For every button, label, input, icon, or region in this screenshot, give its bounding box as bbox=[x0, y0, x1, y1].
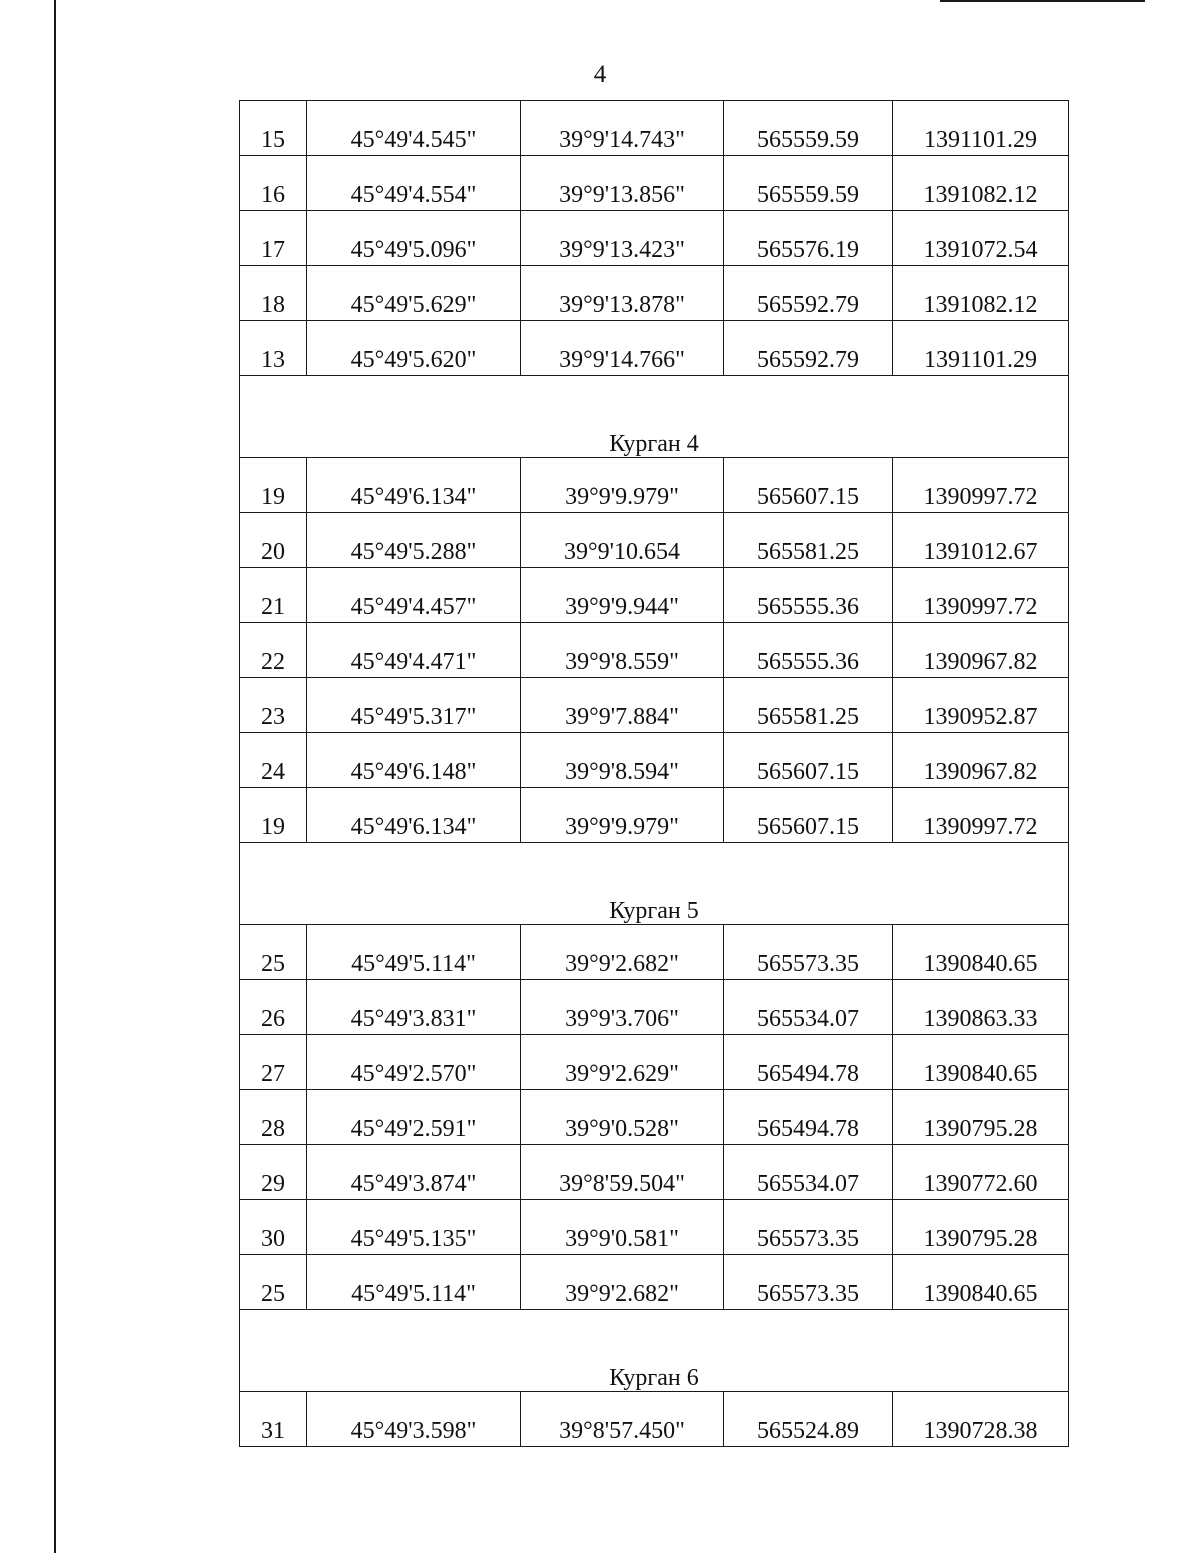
latitude-cell: 45°49'5.114" bbox=[307, 1255, 521, 1310]
latitude-cell: 45°49'4.554" bbox=[307, 156, 521, 211]
point-number-cell: 16 bbox=[240, 156, 307, 211]
point-number-cell: 30 bbox=[240, 1200, 307, 1255]
table-row bbox=[240, 568, 1069, 623]
table-row bbox=[240, 925, 1069, 980]
latitude-cell: 45°49'5.135" bbox=[307, 1200, 521, 1255]
x-coordinate-cell: 565524.89 bbox=[724, 1392, 893, 1447]
longitude-cell: 39°9'2.682" bbox=[521, 1255, 724, 1310]
y-coordinate-cell: 1391101.29 bbox=[893, 321, 1069, 376]
latitude-cell: 45°49'3.598" bbox=[307, 1392, 521, 1447]
x-coordinate-cell: 565573.35 bbox=[724, 925, 893, 980]
longitude-cell: 39°8'59.504" bbox=[521, 1145, 724, 1200]
x-coordinate-cell: 565573.35 bbox=[724, 1200, 893, 1255]
coordinates-table bbox=[239, 100, 1069, 1447]
y-coordinate-cell: 1391012.67 bbox=[893, 513, 1069, 568]
page-number: 4 bbox=[593, 61, 607, 88]
x-coordinate-cell: 565581.25 bbox=[724, 678, 893, 733]
table-row bbox=[240, 101, 1069, 156]
x-coordinate-cell: 565534.07 bbox=[724, 1145, 893, 1200]
longitude-cell: 39°9'7.884" bbox=[521, 678, 724, 733]
latitude-cell: 45°49'6.148" bbox=[307, 733, 521, 788]
latitude-cell: 45°49'4.471" bbox=[307, 623, 521, 678]
x-coordinate-cell: 565559.59 bbox=[724, 156, 893, 211]
x-coordinate-cell: 565592.79 bbox=[724, 321, 893, 376]
point-number-cell: 13 bbox=[240, 321, 307, 376]
section-header-row bbox=[240, 843, 1069, 925]
table-row bbox=[240, 623, 1069, 678]
y-coordinate-cell: 1391072.54 bbox=[893, 211, 1069, 266]
table-row bbox=[240, 1392, 1069, 1447]
table-row bbox=[240, 678, 1069, 733]
table-row bbox=[240, 1035, 1069, 1090]
x-coordinate-cell: 565581.25 bbox=[724, 513, 893, 568]
coordinates-table-body bbox=[240, 101, 1069, 1447]
x-coordinate-cell: 565573.35 bbox=[724, 1255, 893, 1310]
y-coordinate-cell: 1390840.65 bbox=[893, 925, 1069, 980]
point-number-cell: 19 bbox=[240, 788, 307, 843]
longitude-cell: 39°9'9.979" bbox=[521, 458, 724, 513]
latitude-cell: 45°49'5.288" bbox=[307, 513, 521, 568]
longitude-cell: 39°9'8.559" bbox=[521, 623, 724, 678]
point-number-cell: 23 bbox=[240, 678, 307, 733]
y-coordinate-cell: 1390997.72 bbox=[893, 458, 1069, 513]
table-row bbox=[240, 733, 1069, 788]
y-coordinate-cell: 1391101.29 bbox=[893, 101, 1069, 156]
section-title: Курган 4 bbox=[240, 376, 1069, 458]
latitude-cell: 45°49'3.831" bbox=[307, 980, 521, 1035]
point-number-cell: 24 bbox=[240, 733, 307, 788]
point-number-cell: 15 bbox=[240, 101, 307, 156]
table-row bbox=[240, 266, 1069, 321]
longitude-cell: 39°9'13.423" bbox=[521, 211, 724, 266]
table-row bbox=[240, 980, 1069, 1035]
y-coordinate-cell: 1390997.72 bbox=[893, 788, 1069, 843]
point-number-cell: 20 bbox=[240, 513, 307, 568]
point-number-cell: 28 bbox=[240, 1090, 307, 1145]
table-row bbox=[240, 321, 1069, 376]
longitude-cell: 39°9'2.682" bbox=[521, 925, 724, 980]
point-number-cell: 25 bbox=[240, 1255, 307, 1310]
longitude-cell: 39°9'10.654 bbox=[521, 513, 724, 568]
y-coordinate-cell: 1391082.12 bbox=[893, 266, 1069, 321]
y-coordinate-cell: 1390997.72 bbox=[893, 568, 1069, 623]
point-number-cell: 18 bbox=[240, 266, 307, 321]
latitude-cell: 45°49'5.096" bbox=[307, 211, 521, 266]
table-row bbox=[240, 513, 1069, 568]
x-coordinate-cell: 565534.07 bbox=[724, 980, 893, 1035]
latitude-cell: 45°49'4.457" bbox=[307, 568, 521, 623]
latitude-cell: 45°49'5.620" bbox=[307, 321, 521, 376]
point-number-cell: 21 bbox=[240, 568, 307, 623]
left-margin-rule bbox=[54, 0, 56, 1553]
longitude-cell: 39°9'13.856" bbox=[521, 156, 724, 211]
x-coordinate-cell: 565607.15 bbox=[724, 458, 893, 513]
longitude-cell: 39°9'9.979" bbox=[521, 788, 724, 843]
y-coordinate-cell: 1390772.60 bbox=[893, 1145, 1069, 1200]
longitude-cell: 39°9'3.706" bbox=[521, 980, 724, 1035]
latitude-cell: 45°49'4.545" bbox=[307, 101, 521, 156]
longitude-cell: 39°9'8.594" bbox=[521, 733, 724, 788]
y-coordinate-cell: 1390840.65 bbox=[893, 1255, 1069, 1310]
section-header-row bbox=[240, 1310, 1069, 1392]
point-number-cell: 19 bbox=[240, 458, 307, 513]
longitude-cell: 39°8'57.450" bbox=[521, 1392, 724, 1447]
point-number-cell: 27 bbox=[240, 1035, 307, 1090]
table-row bbox=[240, 458, 1069, 513]
point-number-cell: 26 bbox=[240, 980, 307, 1035]
longitude-cell: 39°9'0.528" bbox=[521, 1090, 724, 1145]
y-coordinate-cell: 1390728.38 bbox=[893, 1392, 1069, 1447]
x-coordinate-cell: 565555.36 bbox=[724, 568, 893, 623]
x-coordinate-cell: 565494.78 bbox=[724, 1035, 893, 1090]
section-title: Курган 5 bbox=[240, 843, 1069, 925]
longitude-cell: 39°9'9.944" bbox=[521, 568, 724, 623]
y-coordinate-cell: 1390795.28 bbox=[893, 1200, 1069, 1255]
y-coordinate-cell: 1390967.82 bbox=[893, 623, 1069, 678]
longitude-cell: 39°9'14.743" bbox=[521, 101, 724, 156]
point-number-cell: 25 bbox=[240, 925, 307, 980]
point-number-cell: 31 bbox=[240, 1392, 307, 1447]
table-row bbox=[240, 1145, 1069, 1200]
x-coordinate-cell: 565555.36 bbox=[724, 623, 893, 678]
longitude-cell: 39°9'14.766" bbox=[521, 321, 724, 376]
section-title: Курган 6 bbox=[240, 1310, 1069, 1392]
longitude-cell: 39°9'13.878" bbox=[521, 266, 724, 321]
point-number-cell: 29 bbox=[240, 1145, 307, 1200]
section-header-row bbox=[240, 376, 1069, 458]
point-number-cell: 22 bbox=[240, 623, 307, 678]
x-coordinate-cell: 565559.59 bbox=[724, 101, 893, 156]
latitude-cell: 45°49'5.629" bbox=[307, 266, 521, 321]
x-coordinate-cell: 565494.78 bbox=[724, 1090, 893, 1145]
point-number-cell: 17 bbox=[240, 211, 307, 266]
y-coordinate-cell: 1390967.82 bbox=[893, 733, 1069, 788]
table-row bbox=[240, 1255, 1069, 1310]
longitude-cell: 39°9'0.581" bbox=[521, 1200, 724, 1255]
longitude-cell: 39°9'2.629" bbox=[521, 1035, 724, 1090]
latitude-cell: 45°49'3.874" bbox=[307, 1145, 521, 1200]
y-coordinate-cell: 1390840.65 bbox=[893, 1035, 1069, 1090]
table-row bbox=[240, 211, 1069, 266]
y-coordinate-cell: 1390952.87 bbox=[893, 678, 1069, 733]
y-coordinate-cell: 1390863.33 bbox=[893, 980, 1069, 1035]
latitude-cell: 45°49'5.317" bbox=[307, 678, 521, 733]
latitude-cell: 45°49'2.570" bbox=[307, 1035, 521, 1090]
x-coordinate-cell: 565607.15 bbox=[724, 788, 893, 843]
table-row bbox=[240, 1090, 1069, 1145]
latitude-cell: 45°49'6.134" bbox=[307, 788, 521, 843]
latitude-cell: 45°49'6.134" bbox=[307, 458, 521, 513]
x-coordinate-cell: 565592.79 bbox=[724, 266, 893, 321]
y-coordinate-cell: 1390795.28 bbox=[893, 1090, 1069, 1145]
y-coordinate-cell: 1391082.12 bbox=[893, 156, 1069, 211]
latitude-cell: 45°49'2.591" bbox=[307, 1090, 521, 1145]
top-right-rule bbox=[940, 0, 1145, 2]
table-row bbox=[240, 1200, 1069, 1255]
x-coordinate-cell: 565607.15 bbox=[724, 733, 893, 788]
latitude-cell: 45°49'5.114" bbox=[307, 925, 521, 980]
x-coordinate-cell: 565576.19 bbox=[724, 211, 893, 266]
table-row bbox=[240, 788, 1069, 843]
table-row bbox=[240, 156, 1069, 211]
